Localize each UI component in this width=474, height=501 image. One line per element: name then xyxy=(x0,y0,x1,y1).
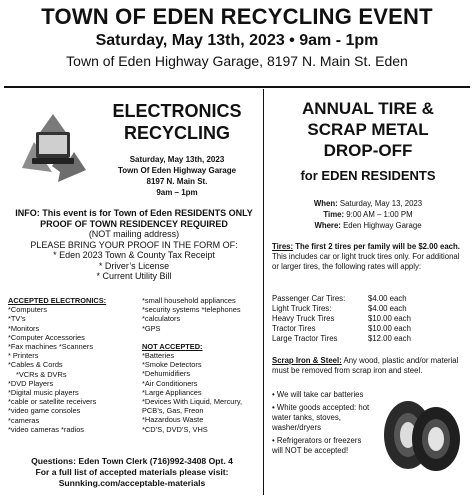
bullet-item: • White goods accepted: hot water tanks, stoves, washer/dryers xyxy=(272,403,370,432)
event-date-line: Saturday, May 13th, 2023 • 9am - 1pm xyxy=(95,32,379,49)
rate-price: $12.00 each xyxy=(368,334,411,343)
list-item: *Computers xyxy=(8,305,48,315)
notice-line: INFO: This event is for Town of Eden RESIDENTS ONLY xyxy=(15,208,253,218)
not-accepted-heading: NOT ACCEPTED: xyxy=(142,341,203,351)
list-item: *Fax machines *Scanners xyxy=(8,342,94,352)
list-item: *video game consoles xyxy=(8,406,81,416)
tires-price-line xyxy=(272,242,468,252)
tires-label: Tires: xyxy=(272,242,294,251)
tires-first-two: The first 2 tires per family will be $2.00 each. xyxy=(295,242,460,251)
rate-type: Passenger Car Tires: xyxy=(272,294,346,303)
list-item: *Computer Accessories xyxy=(8,332,85,342)
rate-type: Tractor Tires xyxy=(272,324,316,333)
scrap-bullets xyxy=(272,390,372,459)
list-item: *TV’s xyxy=(8,314,26,324)
rate-price: $4.00 each xyxy=(368,294,407,303)
column-divider xyxy=(263,89,264,495)
rate-type: Large Tractor Tires xyxy=(272,334,338,343)
electronics-title xyxy=(102,100,252,144)
contact-info xyxy=(4,456,260,489)
list-item: *security systems *telephones xyxy=(142,305,241,315)
list-item: *Digital music players xyxy=(8,388,79,398)
tire-title-line: SCRAP METAL xyxy=(307,120,429,139)
time-value: 9:00 AM – 1:00 PM xyxy=(346,210,413,219)
electronics-detail-line: Saturday, May 13th, 2023 xyxy=(129,155,225,164)
notice-line: * Driver’s License xyxy=(98,260,170,271)
tire-title-line: ANNUAL TIRE & xyxy=(302,99,434,118)
rate-row xyxy=(272,294,468,304)
electronics-detail-line: Town Of Eden Highway Garage xyxy=(117,166,237,175)
flyer xyxy=(0,4,474,501)
event-title: TOWN OF EDEN RECYCLING EVENT xyxy=(41,4,433,29)
list-item: *cameras xyxy=(8,415,40,425)
notice-line: PLEASE BRING YOUR PROOF IN THE FORM OF: xyxy=(30,239,238,250)
list-item: *Dehumidifiers xyxy=(142,369,191,379)
electronics-details xyxy=(102,154,252,198)
rate-type: Heavy Truck Tires xyxy=(272,314,335,323)
rate-price: $10.00 each xyxy=(368,324,411,333)
list-item: *video cameras *radios xyxy=(8,424,84,434)
header-divider xyxy=(4,86,470,88)
bullet-item: • We will take car batteries xyxy=(272,390,364,399)
time-label: Time: xyxy=(323,210,345,219)
rate-row xyxy=(272,314,468,324)
electronics-section xyxy=(4,90,260,495)
accepted-list-continued xyxy=(142,296,262,434)
notice-line: * Eden 2023 Town & County Tax Receipt xyxy=(53,250,215,260)
list-item: *Large Appliances xyxy=(142,387,202,397)
list-item: *Cables & Cords xyxy=(8,360,63,370)
where-value: Eden Highway Garage xyxy=(343,221,422,230)
rate-type: Light Truck Tires: xyxy=(272,304,332,313)
list-item: *Batteries xyxy=(142,351,175,361)
notice-line: PROOF OF TOWN RESIDENCEY REQUIRED xyxy=(40,218,228,229)
tire-title xyxy=(266,98,470,161)
tire-rates-table xyxy=(272,294,468,344)
materials-link[interactable]: Sunnking.com/acceptable-materials xyxy=(58,478,206,488)
accepted-list xyxy=(8,296,138,434)
tires-pricing-intro xyxy=(272,242,468,272)
rate-price: $4.00 each xyxy=(368,304,407,313)
tires-stack-icon xyxy=(376,395,466,475)
when-label: When: xyxy=(313,199,338,208)
list-item: *cable or satellite receivers xyxy=(8,397,97,407)
accepted-heading: ACCEPTED ELECTRONICS: xyxy=(8,296,107,305)
electronics-title-line: ELECTRONICS xyxy=(112,101,242,121)
list-item: *calculators xyxy=(142,314,181,324)
tire-section xyxy=(266,90,470,495)
bullet-item: • Refrigerators or freezers will NOT be accepted! xyxy=(272,436,362,455)
scrap-text: Any wood, plastic and/or material must be removed from scrap iron and steel. xyxy=(272,356,459,375)
residency-notice xyxy=(8,208,260,282)
tire-title-line: DROP-OFF xyxy=(323,141,413,160)
where-label: Where: xyxy=(314,221,341,230)
when-value: Saturday, May 13, 2023 xyxy=(339,199,423,208)
list-item: *Air Conditioners xyxy=(142,378,198,388)
where-line xyxy=(266,220,470,231)
tire-subtitle: for EDEN RESIDENTS xyxy=(300,168,436,183)
list-item: *Monitors xyxy=(8,323,40,333)
list-item: * Printers xyxy=(8,351,39,361)
list-item: *GPS xyxy=(142,323,161,333)
electronics-title-line: RECYCLING xyxy=(123,123,230,143)
list-item: *Devices With Liquid, Mercury, xyxy=(142,397,243,407)
rate-row xyxy=(272,324,468,334)
notice-line: * Current Utility Bill xyxy=(96,271,172,281)
time-line xyxy=(266,209,470,220)
list-item: PCB’s, Gas, Freon xyxy=(142,406,204,416)
rate-price: $10.00 each xyxy=(368,314,411,323)
recycle-electronics-icon xyxy=(12,108,94,190)
list-item: *small household appliances xyxy=(142,296,236,305)
rate-row xyxy=(272,334,468,344)
scrap-label: Scrap Iron & Steel: xyxy=(272,356,342,365)
flyer-header xyxy=(0,4,474,69)
contact-line: Questions: Eden Town Clerk (716)992-3408 Opt. 4 xyxy=(31,456,233,466)
list-item: *CD’S, DVD’S, VHS xyxy=(142,424,208,434)
electronics-detail-line: 9am – 1pm xyxy=(156,188,198,197)
list-item: *Hazardous Waste xyxy=(142,415,204,425)
contact-line: For a full list of accepted materials please visit: xyxy=(35,467,229,477)
notice-line: (NOT mailing address) xyxy=(88,229,180,239)
event-location-line: Town of Eden Highway Garage, 8197 N. Main St. Eden xyxy=(66,53,408,69)
list-item: *Smoke Detectors xyxy=(142,360,202,370)
list-item: *VCRs & DVRs xyxy=(16,369,67,379)
list-item: *DVD Players xyxy=(8,378,54,388)
tires-note: This includes car or light truck tires only. For additional or larger tires, the following rates will apply: xyxy=(272,252,460,271)
tire-schedule xyxy=(266,198,470,231)
scrap-metal-info xyxy=(272,356,468,376)
electronics-detail-line: 8197 N. Main St. xyxy=(146,177,208,186)
rate-row xyxy=(272,304,468,314)
when-line xyxy=(266,198,470,209)
